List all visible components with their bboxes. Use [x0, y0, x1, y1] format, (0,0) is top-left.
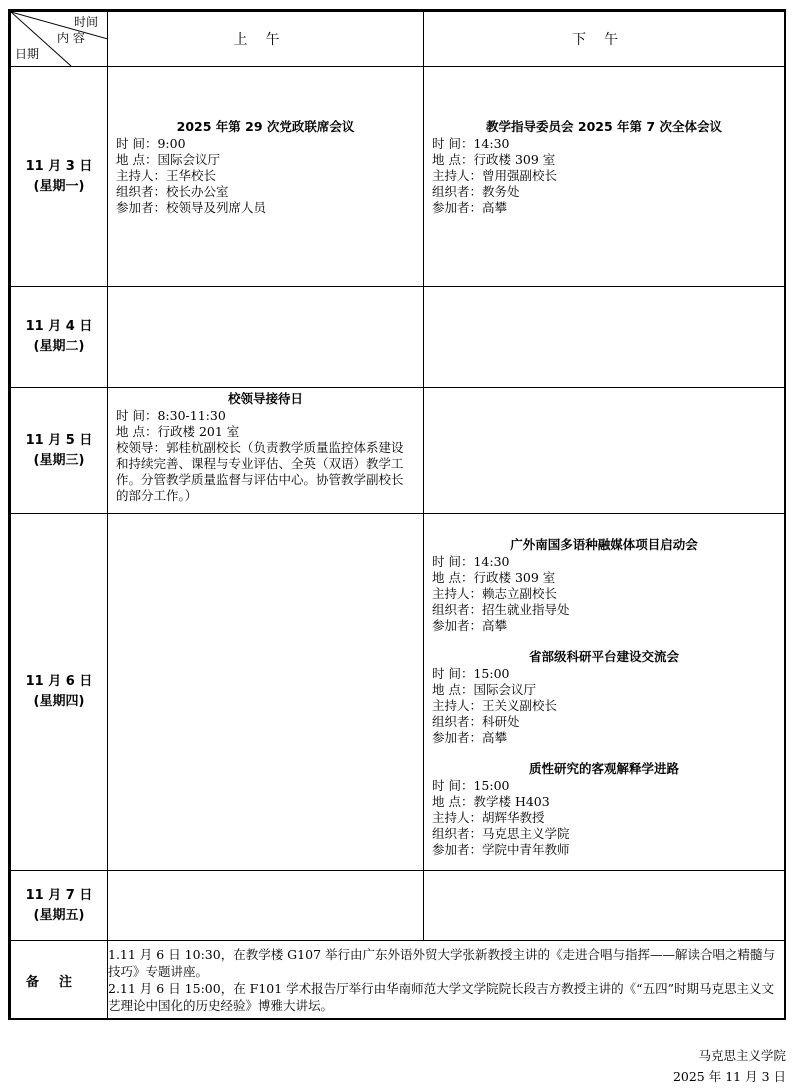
date-text: 11 月 6 日	[25, 674, 93, 689]
note-item: 1.11 月 6 日 10:30，在教学楼 G107 举行由广东外语外贸大学张新教授主讲的《走进合唱与指挥——解读合唱之精髓与技巧》专题讲座。	[108, 947, 775, 979]
day-row-thu	[11, 514, 785, 871]
event-block	[108, 118, 423, 216]
event-block	[108, 388, 423, 504]
event-participants: 参加者：校领导及列席人员	[116, 199, 267, 215]
event-place: 地 点：行政楼 201 室	[116, 424, 240, 439]
event-organizer: 组织者：校长办公室	[116, 183, 229, 199]
event-time: 时 间：9:00	[116, 135, 186, 151]
weekday-text: (星期三)	[33, 452, 85, 468]
day-row-tue	[11, 287, 785, 388]
event-organizer: 组织者：教务处	[432, 183, 520, 199]
morning-cell	[108, 67, 424, 287]
event-title: 2025 年第 29 次党政联席会议	[176, 118, 355, 134]
afternoon-cell	[424, 388, 785, 514]
afternoon-cell	[424, 514, 785, 871]
weekday-text: (星期四)	[33, 694, 85, 709]
event-time: 时 间：8:30-11:30	[116, 408, 226, 423]
event-participants: 参加者：高攀	[432, 730, 508, 745]
event-title: 校领导接待日	[227, 391, 303, 406]
date-cell	[11, 287, 108, 388]
event-organizer: 组织者：马克思主义学院	[432, 826, 570, 841]
date-text: 11 月 3 日	[25, 158, 93, 174]
event-title: 教学指导委员会 2025 年第 7 次全体会议	[486, 118, 722, 134]
header-afternoon: 下午	[424, 12, 785, 67]
event-title: 质性研究的客观解释学进路	[528, 761, 679, 776]
event-place: 地 点：国际会议厅	[116, 151, 220, 167]
header-date-label: 日期	[15, 47, 40, 61]
date-text: 11 月 7 日	[25, 887, 93, 903]
diagonal-header-cell	[11, 12, 108, 67]
header-time-label: 时间	[74, 15, 99, 29]
notes-row	[11, 941, 785, 1020]
event-block	[424, 118, 784, 216]
weekday-text: (星期一)	[33, 178, 85, 194]
event-host: 主持人：曾用强副校长	[432, 167, 558, 183]
date-cell	[11, 67, 108, 287]
morning-cell	[108, 871, 424, 941]
day-row-wed	[11, 388, 785, 514]
afternoon-cell	[424, 287, 785, 388]
event-time: 时 间：15:00	[432, 666, 510, 681]
event-participants: 参加者：学院中青年教师	[432, 842, 570, 857]
schedule-sheet	[8, 9, 786, 1020]
event-title: 广外南国多语种融媒体项目启动会	[510, 537, 698, 552]
day-row-mon	[11, 67, 785, 287]
day-row-fri	[11, 871, 785, 941]
schedule-table	[10, 11, 785, 1020]
header-row	[11, 12, 785, 67]
date-text: 11 月 5 日	[25, 432, 93, 448]
event-organizer: 组织者：科研处	[432, 714, 520, 729]
morning-cell	[108, 514, 424, 871]
notes-label: 备注	[11, 941, 108, 1020]
event-place: 地 点：国际会议厅	[432, 682, 536, 697]
note-item: 2.11 月 6 日 15:00，在 F101 学术报告厅举行由华南师范大学文学院院长段吉方教授主讲的《“五四”时期马克思主义文艺理论中国化的历史经验》博雅大讲坛。	[108, 981, 774, 1013]
footer-org: 马克思主义学院	[698, 1048, 786, 1063]
event-host: 主持人：胡辉华教授	[432, 810, 545, 825]
footer-date: 2025 年 11 月 3 日	[672, 1069, 786, 1084]
date-text: 11 月 4 日	[25, 319, 93, 334]
event-host: 主持人：王关义副校长	[432, 698, 558, 713]
weekday-text: (星期五)	[33, 907, 85, 923]
event-host: 主持人：王华校长	[116, 167, 217, 183]
event-host: 主持人：赖志立副校长	[432, 586, 558, 601]
event-participants: 参加者：高攀	[432, 618, 508, 633]
morning-cell	[108, 388, 424, 514]
header-content-label: 内 容	[57, 31, 85, 45]
afternoon-cell	[424, 871, 785, 941]
date-cell	[11, 388, 108, 514]
event-title: 省部级科研平台建设交流会	[528, 649, 679, 664]
morning-cell	[108, 287, 424, 388]
event-organizer: 组织者：招生就业指导处	[432, 602, 570, 617]
event-place: 地 点：行政楼 309 室	[432, 570, 556, 585]
notes-cell	[108, 941, 785, 1020]
event-place: 地 点：行政楼 309 室	[432, 151, 556, 167]
weekday-text: (星期二)	[33, 339, 85, 354]
header-morning: 上午	[108, 12, 424, 67]
event-block	[424, 514, 784, 858]
event-time: 时 间：14:30	[432, 554, 510, 569]
date-cell	[11, 514, 108, 871]
date-cell	[11, 871, 108, 941]
event-place: 地 点：教学楼 H403	[432, 794, 550, 809]
event-time: 时 间：15:00	[432, 778, 510, 793]
event-leader: 校领导：郭桂杭副校长（负责教学质量监控体系建设和持续完善、课程与专业评估、全英（双语）教学工作。分管教学质量监督与评估中心。协管教学副校长的部分工作。）	[116, 440, 404, 503]
afternoon-cell	[424, 67, 785, 287]
event-time: 时 间：14:30	[432, 135, 510, 151]
event-participants: 参加者：高攀	[432, 199, 508, 215]
